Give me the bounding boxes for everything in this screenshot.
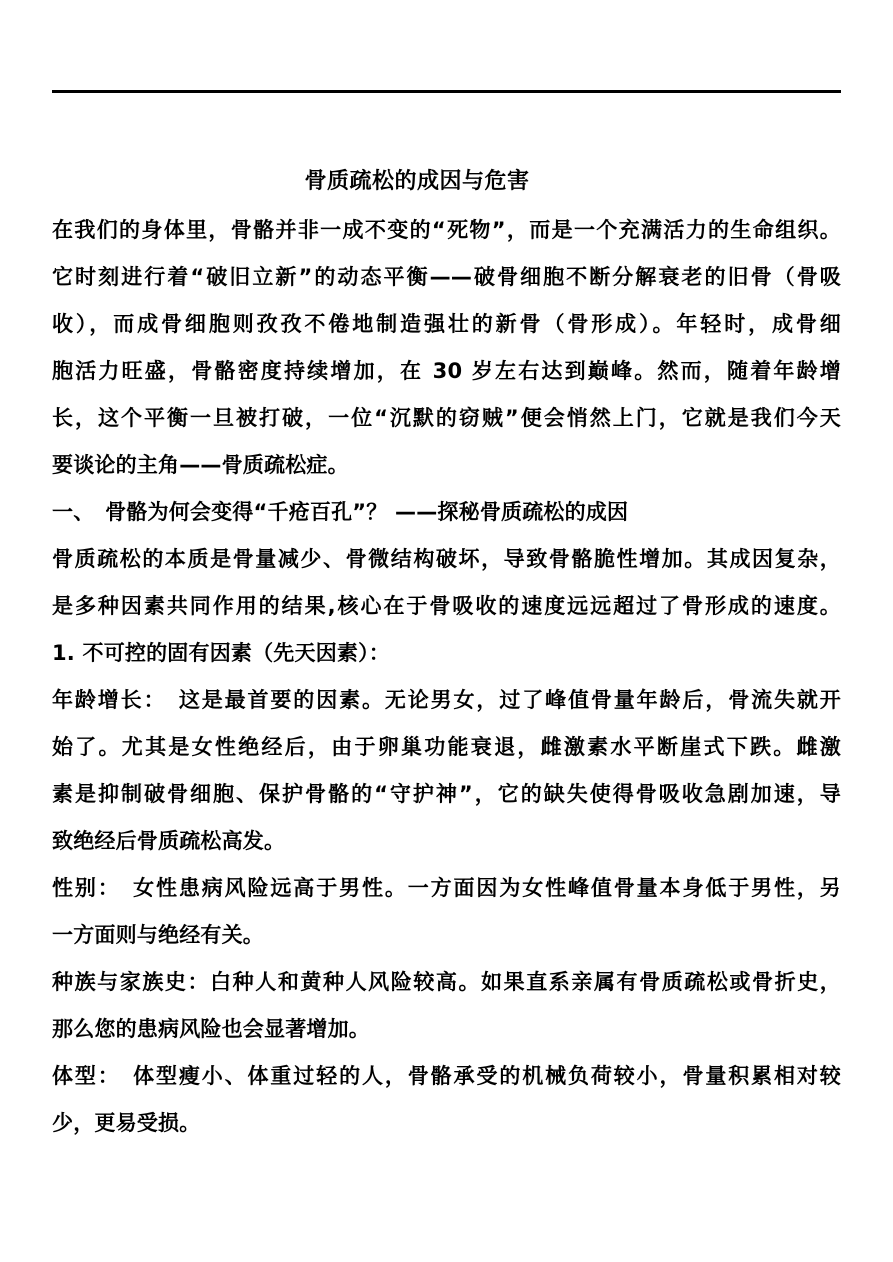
factor-body-type-line: 体型： 体型瘦小、体重过轻的人，骨骼承受的机械负荷较小，骨量积累相对较 xyxy=(52,1064,841,1088)
factor-age-line: 素是抑制破骨细胞、保护骨骼的“守护神”，它的缺失使得骨吸收急剧加速，导 xyxy=(52,782,841,806)
factor-race-family-line: 那么您的患病风险也会显著增加。 xyxy=(52,1017,370,1041)
subsection-heading-innate-factors: 1. 不可控的固有因素（先天因素）： xyxy=(52,641,390,665)
factor-gender-line: 一方面则与绝经有关。 xyxy=(52,923,264,947)
section-heading-causes: 一、 骨骼为何会变得“千疮百孔”？ ——探秘骨质疏松的成因 xyxy=(52,500,629,524)
factor-race-family-line: 种族与家族史：白种人和黄种人风险较高。如果直系亲属有骨质疏松或骨折史， xyxy=(52,970,841,994)
intro-line: 它时刻进行着“破旧立新”的动态平衡——破骨细胞不断分解衰老的旧骨（骨吸 xyxy=(52,265,841,289)
factor-body-type-line: 少，更易受损。 xyxy=(52,1111,201,1135)
overview-line: 是多种因素共同作用的结果,核心在于骨吸收的速度远远超过了骨形成的速度。 xyxy=(52,594,841,618)
factor-age-line: 始了。尤其是女性绝经后，由于卵巢功能衰退，雌激素水平断崖式下跌。雌激 xyxy=(52,735,841,759)
intro-line: 长，这个平衡一旦被打破，一位“沉默的窃贼”便会悄然上门，它就是我们今天 xyxy=(52,406,841,430)
intro-line: 要谈论的主角——骨质疏松症。 xyxy=(52,453,349,477)
intro-line: 胞活力旺盛，骨骼密度持续增加，在 30 岁左右达到巅峰。然而，随着年龄增 xyxy=(52,359,841,383)
intro-line: 在我们的身体里，骨骼并非一成不变的“死物”，而是一个充满活力的生命组织。 xyxy=(52,218,841,242)
document-content xyxy=(52,157,841,1147)
factor-gender-line: 性别： 女性患病风险远高于男性。一方面因为女性峰值骨量本身低于男性，另 xyxy=(52,876,841,900)
intro-line: 收），而成骨细胞则孜孜不倦地制造强壮的新骨（骨形成）。年轻时，成骨细 xyxy=(52,312,841,336)
overview-line: 骨质疏松的本质是骨量减少、骨微结构破坏，导致骨骼脆性增加。其成因复杂， xyxy=(52,547,841,571)
factor-age-line: 致绝经后骨质疏松高发。 xyxy=(52,829,286,853)
factor-age-line: 年龄增长： 这是最首要的因素。无论男女，过了峰值骨量年龄后，骨流失就开 xyxy=(52,688,841,712)
header-rule xyxy=(52,90,841,93)
document-title: 骨质疏松的成因与危害 xyxy=(304,169,530,194)
